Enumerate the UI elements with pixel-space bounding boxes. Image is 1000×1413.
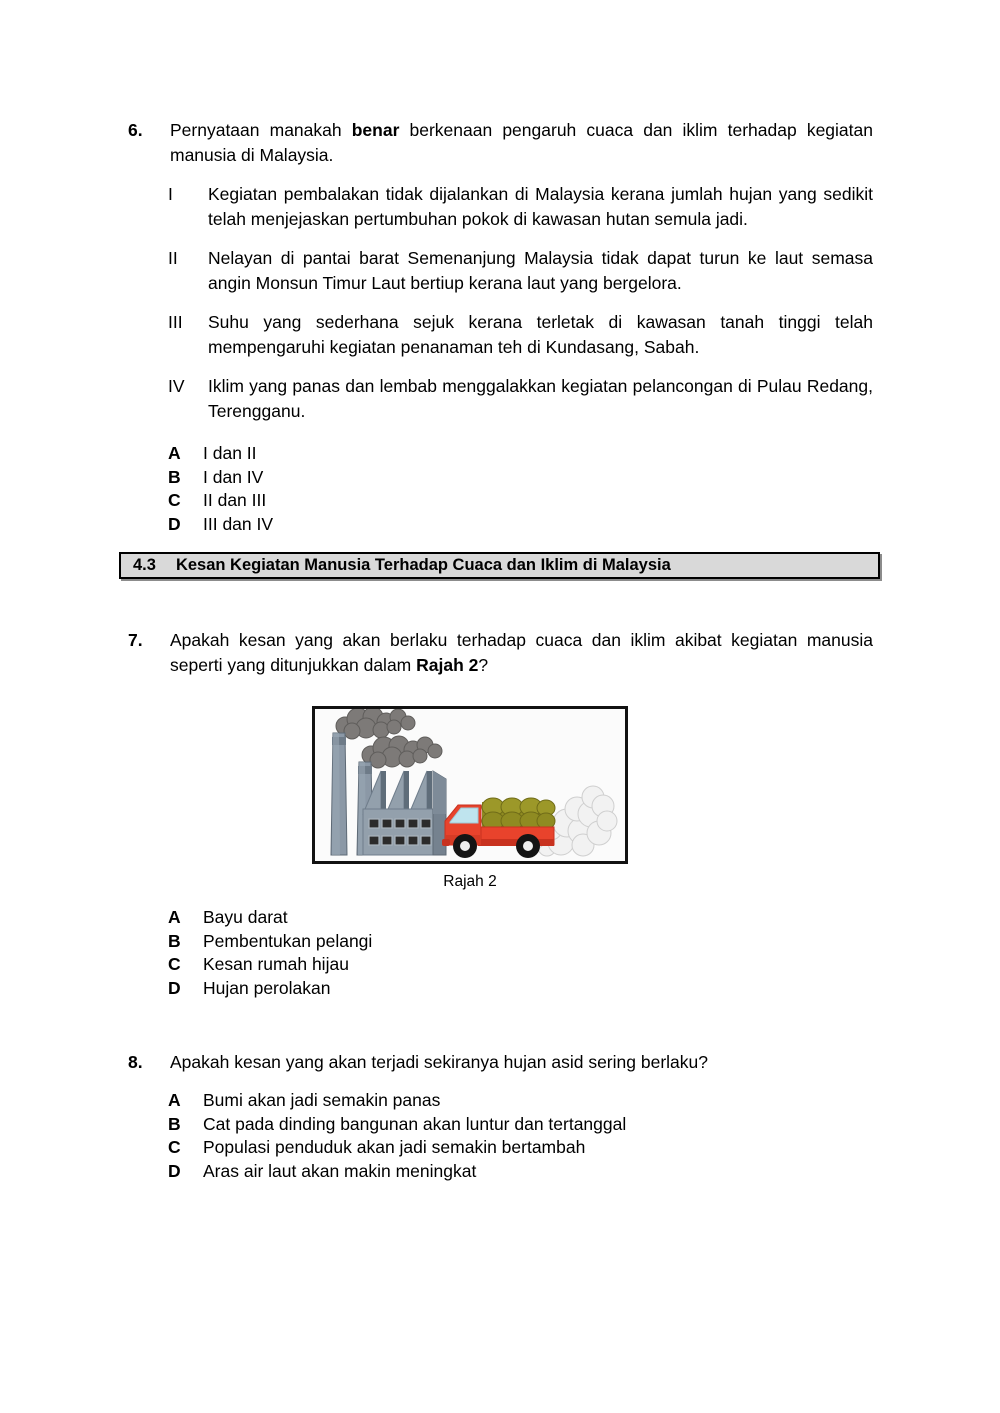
- option-letter: A: [168, 1090, 181, 1110]
- statement-text: Kegiatan pembalakan tidak dijalankan di Malaysia kerana jumlah hujan yang sedikit telah menjejaskan pertumbuhan pokok di kawasan hutan semula jadi.: [208, 184, 873, 229]
- option-text: Bumi akan jadi semakin panas: [203, 1090, 441, 1110]
- option-text: Pembentukan pelangi: [203, 930, 373, 951]
- option-letter: D: [168, 1160, 181, 1181]
- statement-numeral: III: [168, 312, 183, 332]
- factory-and-truck-illustration: [315, 709, 625, 861]
- question-7-stem-after: ?: [478, 655, 489, 675]
- option-row[interactable]: [168, 1089, 873, 1113]
- option-text: Aras air laut akan makin meningkat: [203, 1160, 477, 1181]
- question-6-stem: [170, 118, 873, 168]
- statement-text: Nelayan di pantai barat Semenanjung Malaysia tidak dapat turun ke laut semasa angin Monsun Timur Laut bertiup kerana laut yang bergelora.: [208, 248, 873, 293]
- figure-frame: [312, 706, 628, 864]
- option-text: Hujan perolakan: [203, 977, 331, 998]
- statement-text: Iklim yang panas dan lembab menggalakkan kegiatan pelancongan di Pulau Redang, Terengganu.: [208, 376, 873, 421]
- question-7-number: 7.: [128, 630, 143, 650]
- option-letter: D: [168, 977, 181, 998]
- question-6-statement-list: [168, 182, 873, 424]
- option-text: I dan II: [203, 443, 257, 463]
- option-letter: A: [168, 907, 181, 927]
- option-letter: B: [168, 930, 181, 951]
- question-7-stem-before: Apakah kesan yang akan berlaku terhadap cuaca dan iklim akibat kegiatan manusia seperti yang ditunjukkan dalam: [170, 630, 873, 675]
- question-6-number: 6.: [128, 120, 143, 140]
- option-row[interactable]: [168, 930, 873, 954]
- option-row[interactable]: [168, 1113, 873, 1137]
- option-row[interactable]: [168, 442, 873, 466]
- question-6-stem-after: berkenaan pengaruh cuaca dan iklim terhadap kegiatan manusia di Malaysia.: [170, 120, 873, 165]
- option-row[interactable]: [168, 1136, 873, 1160]
- option-letter: B: [168, 1113, 181, 1134]
- option-row[interactable]: [168, 1160, 873, 1184]
- question-8-stem-row: [128, 1050, 873, 1075]
- statement-item: [168, 182, 873, 232]
- option-letter: D: [168, 513, 181, 534]
- option-row[interactable]: [168, 977, 873, 1001]
- option-text: III dan IV: [203, 513, 274, 534]
- option-letter: A: [168, 443, 181, 463]
- option-text: Populasi penduduk akan jadi semakin bertambah: [203, 1137, 586, 1157]
- section-header-bar: [119, 552, 880, 579]
- statement-text: Suhu yang sederhana sejuk kerana terletak di kawasan tanah tinggi telah mempengaruhi kegiatan penanaman teh di Kundasang, Sabah.: [208, 312, 873, 357]
- option-letter: C: [168, 954, 181, 974]
- statement-numeral: I: [168, 184, 173, 204]
- option-text: II dan III: [203, 490, 267, 510]
- option-row[interactable]: [168, 489, 873, 513]
- section-title: Kesan Kegiatan Manusia Terhadap Cuaca dan Iklim di Malaysia: [175, 556, 671, 574]
- question-6-stem-before: Pernyataan manakah: [170, 120, 352, 140]
- option-letter: C: [168, 490, 181, 510]
- section-number: 4.3: [133, 556, 156, 574]
- option-text: Bayu darat: [203, 907, 288, 927]
- statement-numeral: IV: [168, 376, 185, 396]
- question-7-options-block: [128, 906, 873, 1000]
- figure-caption: Rajah 2: [443, 873, 497, 890]
- question-6-options: [168, 442, 873, 536]
- truck-cargo-icon: [482, 798, 555, 830]
- question-7-stem-row: [128, 628, 873, 678]
- question-8-stem: Apakah kesan yang akan terjadi sekiranya hujan asid sering berlaku?: [170, 1052, 708, 1072]
- question-7-block: [128, 628, 873, 678]
- statement-item: [168, 310, 873, 360]
- option-letter: C: [168, 1137, 181, 1157]
- option-row[interactable]: [168, 466, 873, 490]
- option-row[interactable]: [168, 953, 873, 977]
- question-8-options: [168, 1089, 873, 1183]
- question-7-stem: [170, 628, 873, 678]
- question-7-stem-emphasis: Rajah 2: [416, 655, 479, 675]
- smokestack-tall-icon: [331, 733, 347, 855]
- question-8-number: 8.: [128, 1052, 143, 1072]
- figure-rajah-2: [312, 706, 628, 891]
- question-6-stem-row: [128, 118, 873, 168]
- option-text: Cat pada dinding bangunan akan luntur dan tertanggal: [203, 1113, 627, 1134]
- option-text: Kesan rumah hijau: [203, 954, 349, 974]
- option-letter: B: [168, 466, 181, 487]
- statement-numeral: II: [168, 248, 178, 268]
- option-text: I dan IV: [203, 466, 264, 487]
- question-6-block: [128, 118, 873, 536]
- question-6-stem-emphasis: benar: [351, 120, 400, 140]
- option-row[interactable]: [168, 906, 873, 930]
- question-8-block: [128, 1050, 873, 1183]
- question-7-options: [168, 906, 873, 1000]
- option-row[interactable]: [168, 513, 873, 537]
- statement-item: [168, 374, 873, 424]
- statement-item: [168, 246, 873, 296]
